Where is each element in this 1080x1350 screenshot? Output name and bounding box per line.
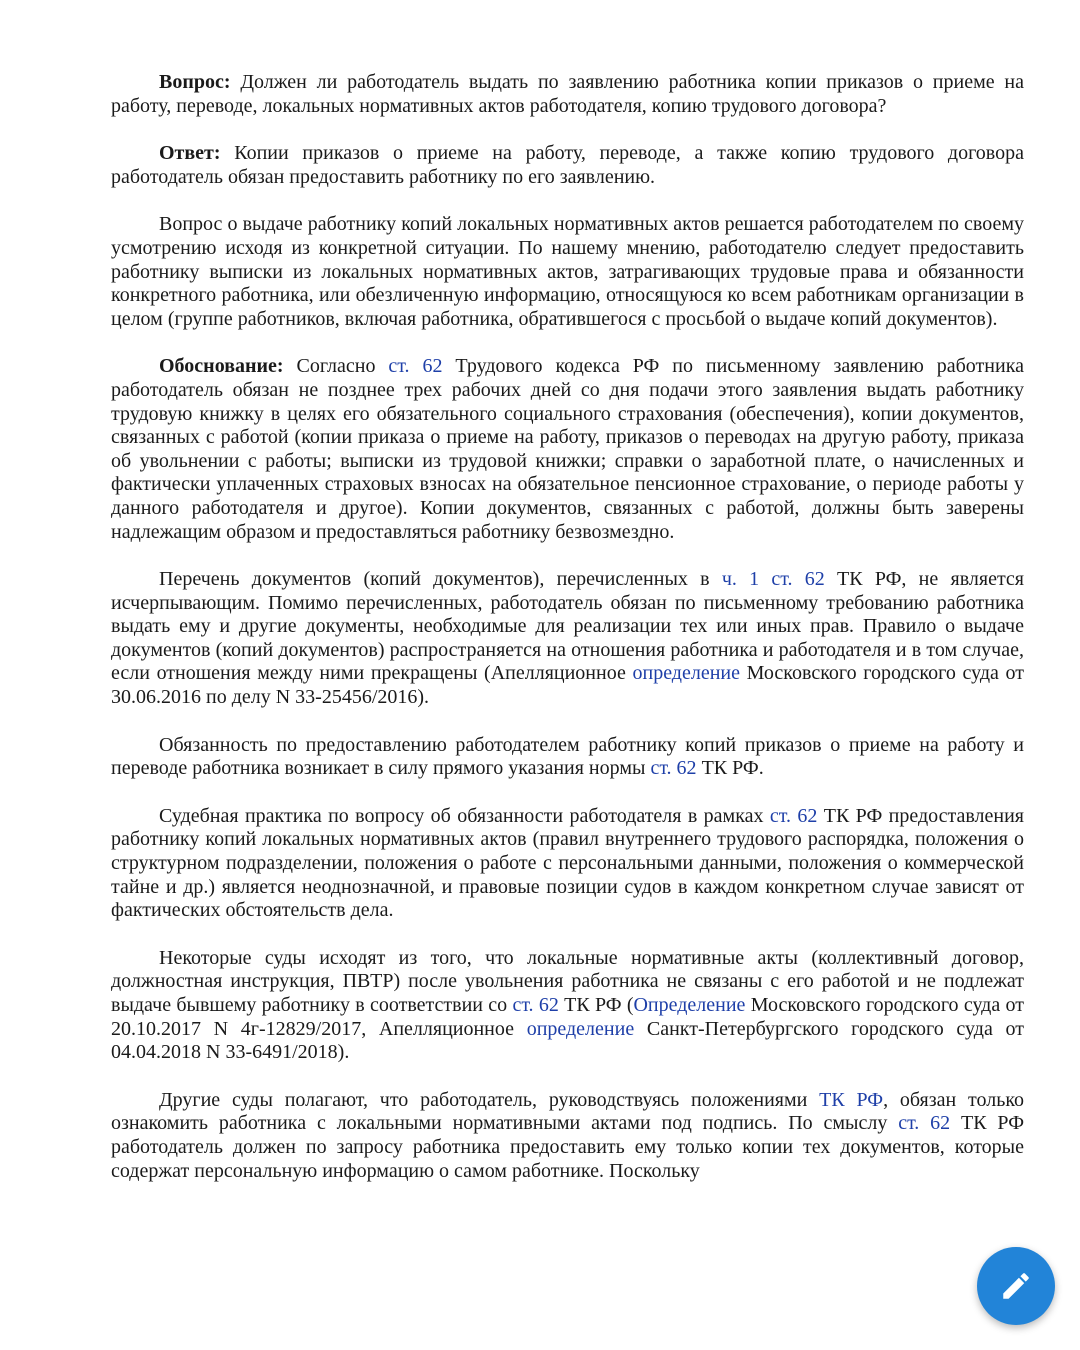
paragraph-text: ТК РФ ( <box>558 994 634 1016</box>
document-link[interactable]: ст. 62 <box>650 757 697 780</box>
document-link[interactable]: ст. 62 <box>769 804 818 827</box>
paragraph-text: Трудового кодекса РФ по письменному заявлению работника работодатель обязан не позднее трех рабочих дней со дня подачи этого заявления выдать работнику трудовую книжку в целях его обязательного социального страхования (обеспечения), копии документов, связанных с работой (копии приказа о приеме на работу, приказов о переводах на другую работу, приказа об увольнении с работы; выписки из трудовой книжки; справки о заработной плате, о начисленных и фактически уплаченных страховых взносах на обязательное пенсионное страхование, о периоде работы у данного работодателя и другое). Копии документов, связанных с работой, должны быть заверены надлежащим образом и предоставляться работнику безвозмездно. <box>111 355 1024 543</box>
document-page <box>111 71 1024 1207</box>
edit-button[interactable] <box>977 1247 1055 1325</box>
document-link[interactable]: определение <box>526 1017 635 1040</box>
paragraph-text: Копии приказов о приеме на работу, переводе, а также копию трудового договора работодатель обязан предоставить работнику по его заявлению. <box>111 142 1024 188</box>
paragraph-text: Перечень документов (копий документов), перечисленных в <box>159 568 722 591</box>
paragraph-text: Другие суды полагают, что работодатель, руководствуясь положениями <box>159 1088 820 1111</box>
paragraph-text: Московского городского суда от 30.06.2016 по делу N 33-25456/2016). <box>111 662 1024 709</box>
paragraph-text: Должен ли работодатель выдать по заявлению работника копии приказов о приеме на работу, переводе, локальных нормативных актов работодателя, копию трудового договора? <box>111 71 1024 117</box>
document-link[interactable]: ст. 62 <box>512 994 559 1016</box>
paragraph-text: ТК РФ. <box>696 757 764 780</box>
document-link[interactable]: ТК РФ <box>819 1088 884 1111</box>
paragraph-text: Некоторые суды исходят из того, что локальные нормативные акты (коллективный договор, должностная инструкция, ПВТР) после увольнения работника не связаны с его работой и не подлежат выдаче бывшему работнику в соответствии со <box>111 946 1024 1016</box>
document-link[interactable]: ст. 62 <box>388 355 443 378</box>
paragraph <box>111 142 1024 189</box>
paragraph <box>111 1089 1024 1183</box>
document-link[interactable]: ст. 62 <box>898 1112 951 1135</box>
paragraph-text: ТК РФ, не является исчерпывающим. Помимо перечисленных, работодатель обязан по письменному требованию работника выдать ему и другие документы, необходимые для реализации тех или иных прав. Правило о выдаче документов (копий документов) распространяется на отношения работника и работодателя и в том случае, если отношения между ними прекращены (Апелляционное <box>111 568 1025 685</box>
paragraph-heading: Вопрос: <box>159 71 231 93</box>
paragraph <box>111 213 1024 331</box>
paragraph <box>111 734 1024 781</box>
paragraph-text: Согласно <box>283 355 389 378</box>
paragraph-text: Судебная практика по вопросу об обязанности работодателя в рамках <box>159 804 770 827</box>
paragraph <box>111 568 1024 710</box>
paragraph-heading: Ответ: <box>159 142 221 165</box>
paragraph <box>111 355 1024 544</box>
paragraph-text: Обязанность по предоставлению работодателем работнику копий приказов о приеме на работу и переводе работника возникает в силу прямого указания нормы <box>111 733 1024 780</box>
paragraph <box>111 947 1024 1065</box>
paragraph-text: Санкт-Петербургского городского суда от 04.04.2018 N 33-6491/2018). <box>111 1017 1024 1064</box>
paragraph-heading: Обоснование: <box>159 355 284 378</box>
document-link[interactable]: ч. 1 ст. 62 <box>721 568 825 591</box>
pencil-icon <box>999 1269 1033 1303</box>
paragraph-text: , обязан только ознакомить работника с локальными нормативными актами под подпись. По смыслу <box>111 1088 1025 1135</box>
paragraph-text: Московского городского суда от 20.10.2017 N 4г-12829/2017, Апелляционное <box>111 994 1024 1040</box>
paragraph <box>111 71 1024 118</box>
paragraph <box>111 805 1024 923</box>
paragraph-text: Вопрос о выдаче работнику копий локальных нормативных актов решается работодателем по своему усмотрению исходя из конкретной ситуации. По нашему мнению, работодателю следует предоставить работнику выписки из локальных нормативных актов, затрагивающих трудовые права и обязанности конкретного работника, или обезличенную информацию, относящуюся ко всем работникам организации в целом (группе работников, включая работника, обратившегося с просьбой о выдаче копий документов). <box>111 213 1024 330</box>
document-link[interactable]: Определение <box>633 994 746 1016</box>
paragraph-text: ТК РФ предоставления работнику копий локальных нормативных актов (правил внутреннего трудового распорядка, положения о структурном подразделении, положения о работе с персональными данными, положения о коммерческой тайне и др.) является неоднозначной, и правовые позиции судов в каждом конкретном случае зависят от фактических обстоятельств дела. <box>111 804 1024 922</box>
document-link[interactable]: определение <box>632 662 740 685</box>
paragraph-text: ТК РФ работодатель должен по запросу работника предоставить ему только копии тех документов, которые содержат персональную информацию о самом работнике. Поскольку <box>111 1112 1024 1182</box>
